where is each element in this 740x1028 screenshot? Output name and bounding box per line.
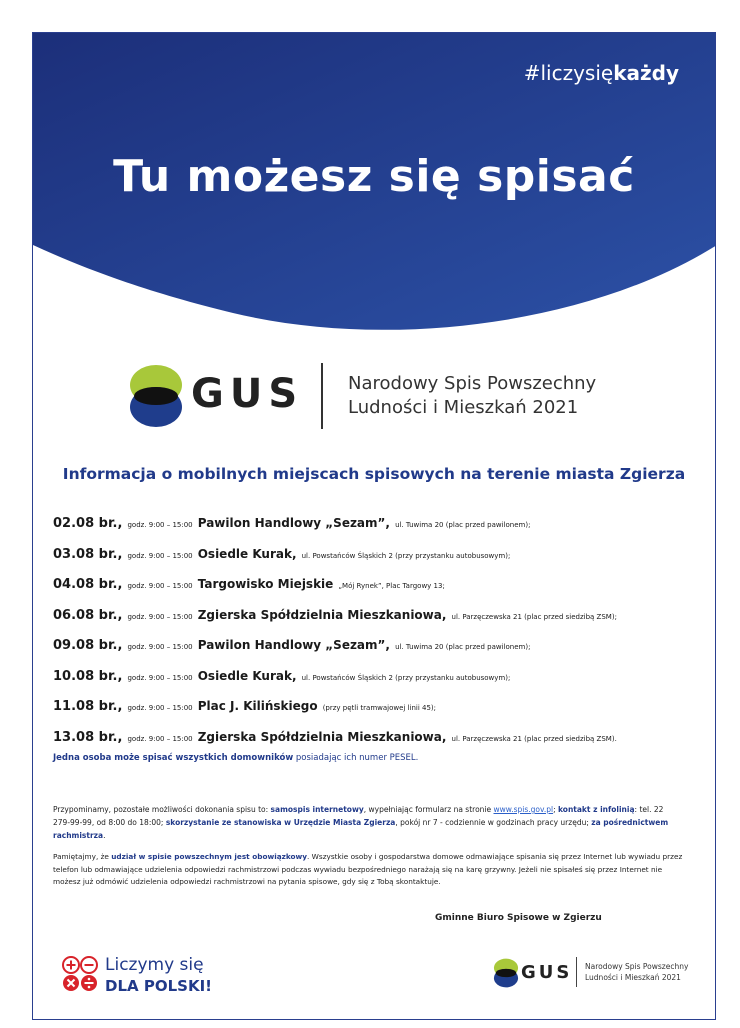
schedule-place: Osiedle Kurak, bbox=[197, 668, 297, 683]
schedule-list bbox=[53, 513, 703, 757]
schedule-address: ul. Parzęczewska 21 (plac przed siedzibą ZSM). bbox=[451, 734, 617, 743]
gus-small-subtitle: Narodowy Spis Powszechny Ludności i Mieszkań 2021 bbox=[585, 962, 689, 982]
schedule-date: 06.08 br., bbox=[53, 607, 123, 623]
schedule-address: ul. Tuwima 20 (plac przed pawilonem); bbox=[395, 643, 531, 651]
schedule-place: Plac J. Kilińskiego bbox=[197, 699, 318, 713]
schedule-row bbox=[53, 605, 703, 636]
dla-polski-text: DLA POLSKI! bbox=[105, 977, 212, 995]
schedule-hours: godz. 9:00 – 15:00 bbox=[127, 612, 193, 621]
household-note: Jedna osoba może spisać wszystkich domowników posiadając ich numer PESEL. bbox=[53, 753, 419, 763]
schedule-row bbox=[53, 635, 703, 666]
schedule-row bbox=[53, 696, 703, 727]
schedule-place: Pawilon Handlowy „Sezam”, bbox=[197, 516, 390, 530]
schedule-row bbox=[53, 666, 703, 697]
schedule-place: Zgierska Spółdzielnia Mieszkaniowa, bbox=[197, 607, 447, 622]
spis-link[interactable]: www.spis.gov.pl bbox=[493, 805, 554, 814]
schedule-address: „Mój Rynek”, Plac Targowy 13; bbox=[338, 582, 445, 590]
liczymy-logo bbox=[61, 953, 231, 1003]
schedule-address: ul. Powstańców Śląskich 2 (przy przystanku autobusowym); bbox=[301, 551, 511, 560]
schedule-date: 03.08 br., bbox=[53, 546, 123, 562]
schedule-place: Osiedle Kurak, bbox=[197, 546, 297, 561]
schedule-date: 04.08 br., bbox=[53, 577, 123, 592]
gus-small-icon bbox=[493, 957, 519, 989]
schedule-place: Targowisko Miejskie bbox=[197, 577, 334, 591]
plus-minus-icon bbox=[61, 955, 101, 995]
schedule-row bbox=[53, 574, 703, 605]
gus-logo-small bbox=[493, 955, 713, 995]
schedule-date: 09.08 br., bbox=[53, 638, 123, 653]
schedule-place: Zgierska Spółdzielnia Mieszkaniowa, bbox=[197, 729, 447, 744]
gus-wordmark: GUS bbox=[191, 371, 304, 417]
gus-logo-block bbox=[128, 363, 648, 433]
schedule-date: 02.08 br., bbox=[53, 516, 123, 531]
schedule-row bbox=[53, 544, 703, 575]
schedule-address: (przy pętli tramwajowej linii 45); bbox=[322, 704, 437, 712]
schedule-address: ul. Parzęczewska 21 (plac przed siedzibą ZSM); bbox=[451, 612, 617, 621]
obligation-paragraph: Pamiętajmy, że udział w spisie powszechnym jest obowiązkowy. Wszystkie osoby i gospodarstwa domowe odmawiające spisania się przez Internet lub wywiadu przez telefon lub odmawiające udzielenia odpowiedzi rachmistrzowi podczas wywiadu bezpośredniego narażają się na karę grzywny. Jeżeli nie spisałeś się przez Internet nie możesz już odmówić udzielenia odpowiedzi rachmistrzowi na pytania spisowe, gdy się z Tobą skontaktuje. bbox=[53, 852, 683, 886]
schedule-hours: godz. 9:00 – 15:00 bbox=[127, 734, 193, 743]
schedule-hours: godz. 9:00 – 15:00 bbox=[127, 551, 193, 560]
liczymy-text: Liczymy się bbox=[105, 955, 204, 975]
census-poster bbox=[32, 32, 716, 1020]
census-name: Narodowy Spis Powszechny Ludności i Mieszkań 2021 bbox=[348, 373, 597, 418]
schedule-hours: godz. 9:00 – 15:00 bbox=[127, 673, 193, 682]
schedule-hours: godz. 9:00 – 15:00 bbox=[127, 704, 193, 712]
gus-logo-icon bbox=[128, 363, 184, 429]
signature: Gminne Biuro Spisowe w Zgierzu bbox=[435, 913, 602, 923]
schedule-date: 11.08 br., bbox=[53, 699, 123, 714]
schedule-hours: godz. 9:00 – 15:00 bbox=[127, 582, 193, 590]
page-title: Tu możesz się spisać bbox=[113, 151, 635, 202]
hero-banner bbox=[33, 33, 715, 343]
schedule-hours: godz. 9:00 – 15:00 bbox=[127, 643, 193, 651]
schedule-address: ul. Tuwima 20 (plac przed pawilonem); bbox=[395, 521, 531, 529]
schedule-date: 10.08 br., bbox=[53, 668, 123, 684]
schedule-date: 13.08 br., bbox=[53, 729, 123, 745]
schedule-address: ul. Powstańców Śląskich 2 (przy przystanku autobusowym); bbox=[301, 673, 511, 682]
info-heading: Informacja o mobilnych miejscach spisowych na terenie miasta Zgierza bbox=[62, 465, 686, 483]
logo-divider bbox=[321, 363, 323, 429]
schedule-hours: godz. 9:00 – 15:00 bbox=[127, 521, 193, 529]
reminder-paragraph: Przypominamy, pozostałe możliwości dokonania spisu to: samospis internetowy, wypełniając formularz na stronie www.spis.gov.pl; kontakt z infolinią: tel. 22 279-99-99, od 8:00 do 18:00; skorzystanie ze stanowiska w Urzędzie Miasta Zgierza, pokój nr 7 - codziennie w godzinach pracy urzędu; za pośrednictwem rachmistrza. bbox=[53, 805, 669, 840]
hashtag-text: #liczysiękażdy bbox=[523, 61, 679, 85]
schedule-place: Pawilon Handlowy „Sezam”, bbox=[197, 638, 390, 652]
gus-small-divider bbox=[576, 957, 577, 987]
gus-small-wordmark: GUS bbox=[521, 962, 573, 983]
schedule-row bbox=[53, 513, 703, 544]
